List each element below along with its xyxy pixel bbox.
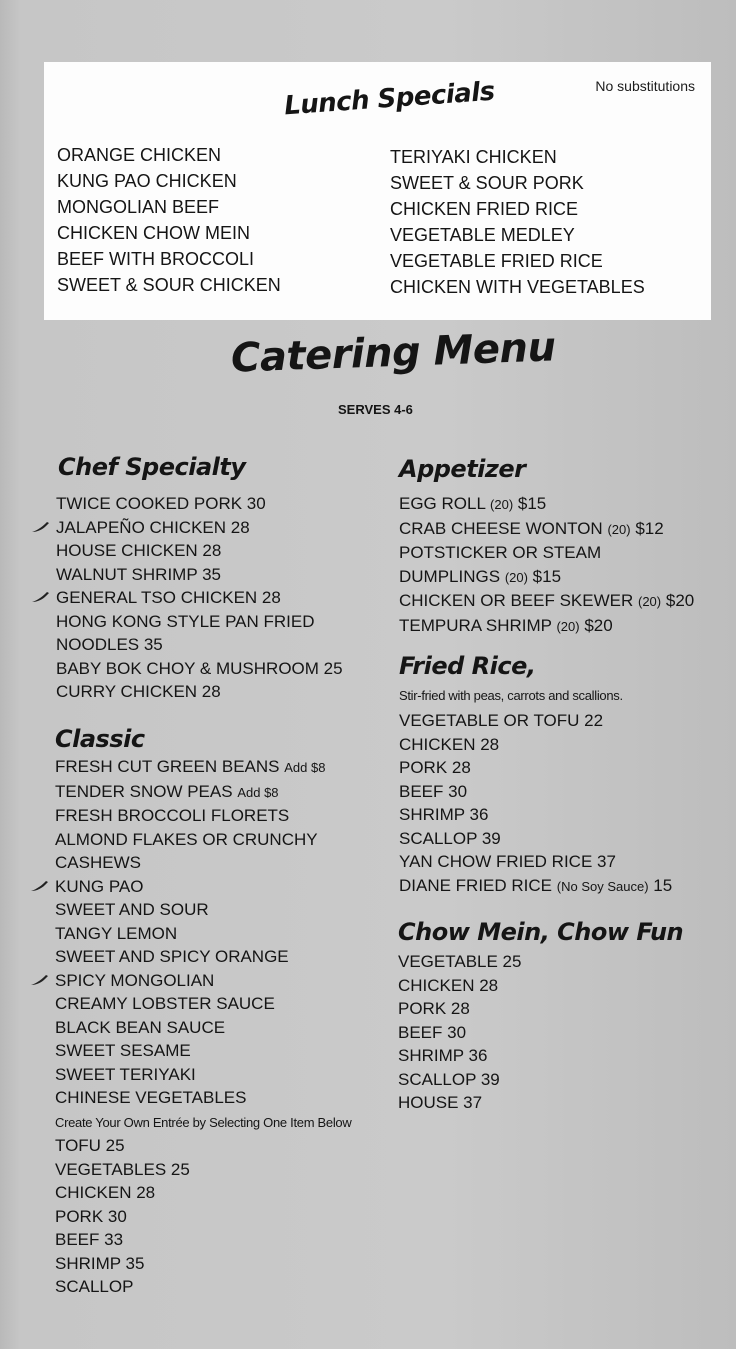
menu-item-name: SWEET AND SOUR [55, 900, 209, 919]
lunch-specials-box [44, 62, 711, 320]
menu-item-name: DIANE FRIED RICE [399, 875, 553, 895]
menu-item-name: GENERAL TSO CHICKEN 28 [56, 588, 281, 607]
menu-item-name: SCALLOP 39 [399, 828, 501, 848]
menu-item [55, 851, 351, 875]
classic-heading: Classic [55, 725, 145, 753]
menu-item [55, 922, 351, 946]
menu-item-name: TENDER SNOW PEAS [55, 781, 233, 801]
menu-item [399, 541, 694, 565]
menu-item-name: SHRIMP 36 [399, 805, 489, 824]
lunch-item: BEEF WITH BROCCOLI [57, 249, 255, 269]
catering-menu-title: Catering Menu [230, 324, 557, 382]
lunch-list-left [57, 142, 281, 298]
lunch-item: CHICKEN FRIED RICE [390, 199, 579, 219]
menu-item [55, 1016, 351, 1040]
menu-item [399, 827, 672, 851]
appetizer-heading: Appetizer [399, 455, 526, 483]
menu-item-name: PORK 28 [399, 758, 471, 777]
menu-item [55, 945, 351, 969]
menu-item-name: EGG ROLL [399, 494, 486, 513]
menu-item [399, 565, 694, 590]
menu-item [55, 1252, 351, 1276]
menu-item-name: BABY BOK CHOY & MUSHROOM 25 [56, 658, 343, 678]
menu-item-name: SPICY MONGOLIAN [55, 970, 215, 990]
classic-list [55, 755, 351, 1299]
menu-item [56, 516, 343, 540]
lunch-item: KUNG PAO CHICKEN [57, 171, 237, 191]
menu-item-name: HOUSE CHICKEN 28 [56, 541, 222, 560]
menu-item-qty: (No Soy Sauce) [556, 878, 649, 894]
menu-item [55, 1086, 351, 1110]
menu-item [55, 780, 351, 805]
menu-item [399, 517, 694, 542]
menu-item-qty: (20) [607, 521, 631, 537]
chef-specialty-list [56, 492, 343, 704]
no-substitutions-note: No substitutions [595, 78, 695, 94]
lunch-item: SWEET & SOUR PORK [390, 173, 584, 193]
menu-item-price: $20 [584, 615, 613, 635]
menu-item-name: SWEET TERIYAKI [55, 1064, 196, 1084]
menu-item [56, 633, 343, 657]
menu-item [55, 1181, 351, 1205]
menu-item-price: $15 [517, 494, 547, 513]
fried-rice-note: Stir-fried with peas, carrots and scallions. [399, 688, 623, 703]
menu-item-qty: (20) [556, 618, 580, 634]
menu-item [399, 803, 672, 827]
menu-item [55, 992, 351, 1016]
chow-mein-heading: Chow Mein, Chow Fun [398, 918, 684, 946]
menu-item-name: NOODLES 35 [56, 635, 163, 654]
menu-item-name: CASHEWS [55, 853, 141, 872]
menu-item [55, 1063, 351, 1087]
menu-item-name: VEGETABLE 25 [398, 952, 522, 971]
menu-note: Create Your Own Entrée by Selecting One Item Below [55, 1114, 352, 1130]
menu-item-name: FRESH BROCCOLI FLORETS [55, 806, 290, 825]
menu-item-name: BLACK BEAN SAUCE [55, 1017, 226, 1037]
menu-item [399, 709, 672, 733]
lunch-item: MONGOLIAN BEEF [57, 197, 220, 217]
menu-item-name: SWEET AND SPICY ORANGE [55, 947, 289, 966]
menu-item-name: SCALLOP [55, 1277, 134, 1296]
menu-item [55, 898, 351, 922]
menu-item-name: SCALLOP 39 [398, 1069, 500, 1089]
lunch-item: VEGETABLE MEDLEY [390, 225, 575, 245]
chili-pepper-icon [30, 521, 50, 533]
menu-item-name: HOUSE 37 [398, 1093, 483, 1112]
menu-item [398, 1044, 521, 1068]
menu-item-name: TWICE COOKED PORK 30 [56, 494, 266, 513]
menu-item [55, 969, 351, 993]
menu-item [55, 875, 351, 899]
menu-item-name: CHICKEN OR BEEF SKEWER [399, 591, 634, 610]
chili-pepper-icon [29, 974, 49, 986]
menu-item [399, 780, 672, 804]
menu-item-price: $15 [532, 566, 562, 586]
chili-pepper-icon [30, 591, 50, 603]
menu-item-name: BEEF 30 [398, 1022, 467, 1042]
menu-item [55, 1205, 351, 1229]
menu-item-name: WALNUT SHRIMP 35 [56, 564, 222, 584]
menu-item [56, 657, 343, 681]
menu-item-addon: Add $8 [284, 760, 326, 775]
menu-item [55, 804, 351, 828]
lunch-specials-title: Lunch Specials [283, 76, 496, 122]
menu-item-name: BEEF 33 [55, 1230, 124, 1249]
lunch-item: VEGETABLE FRIED RICE [390, 251, 603, 271]
lunch-item: SWEET & SOUR CHICKEN [57, 275, 281, 295]
menu-item [55, 755, 351, 780]
menu-item-name: JALAPEÑO CHICKEN 28 [56, 517, 250, 537]
fried-rice-list [399, 709, 672, 898]
menu-item [399, 756, 672, 780]
menu-item-name: ALMOND FLAKES OR CRUNCHY [55, 829, 318, 849]
menu-item-name: VEGETABLES 25 [55, 1159, 190, 1179]
menu-item-name: CHINESE VEGETABLES [55, 1088, 247, 1107]
menu-item [398, 950, 521, 974]
menu-item [55, 1158, 351, 1182]
menu-item-name: CHICKEN 28 [398, 975, 499, 995]
appetizer-list [399, 492, 694, 638]
fried-rice-heading: Fried Rice, [399, 652, 536, 680]
lunch-list-right [390, 144, 645, 300]
menu-item-name: TANGY LEMON [55, 923, 178, 943]
menu-item-name: CREAMY LOBSTER SAUCE [55, 994, 275, 1013]
lunch-item: ORANGE CHICKEN [57, 145, 222, 165]
menu-item-name: BEEF 30 [399, 781, 468, 801]
menu-item-name: FRESH CUT GREEN BEANS [55, 757, 280, 776]
menu-item [398, 974, 521, 998]
menu-item-name: TEMPURA SHRIMP [399, 615, 552, 635]
menu-item-name: POTSTICKER OR STEAM [399, 543, 602, 562]
menu-item-name: SHRIMP 36 [398, 1046, 488, 1065]
menu-item [56, 680, 343, 704]
menu-item-addon: Add $8 [237, 784, 279, 800]
menu-item [399, 614, 694, 639]
menu-item [399, 733, 672, 757]
serves-note: SERVES 4-6 [338, 402, 413, 417]
menu-item [55, 1039, 351, 1063]
menu-item [398, 1068, 521, 1092]
menu-item-name: CHICKEN 28 [55, 1183, 156, 1202]
chow-mein-list [398, 950, 521, 1115]
lunch-item: TERIYAKI CHICKEN [390, 147, 557, 167]
chef-specialty-heading: Chef Specialty [58, 453, 246, 481]
menu-item-name: TOFU 25 [55, 1136, 125, 1155]
menu-item-price: $20 [665, 591, 695, 610]
menu-item [399, 874, 672, 899]
menu-item [56, 492, 343, 516]
lunch-item: CHICKEN WITH VEGETABLES [390, 277, 645, 297]
menu-item-name: PORK 28 [398, 999, 470, 1018]
menu-item-name: SHRIMP 35 [55, 1253, 145, 1273]
menu-item [398, 1091, 521, 1115]
menu-item [55, 1110, 351, 1135]
menu-item-price: 15 [653, 875, 673, 895]
menu-item [55, 828, 351, 852]
lunch-item: CHICKEN CHOW MEIN [57, 223, 250, 243]
menu-item-qty: (20) [638, 594, 662, 609]
menu-item [399, 589, 694, 614]
menu-item [399, 492, 694, 517]
menu-item-name: DUMPLINGS [399, 566, 501, 586]
menu-item [56, 539, 343, 563]
menu-item-name: CHICKEN 28 [399, 734, 500, 754]
menu-item [56, 586, 343, 610]
menu-item [399, 850, 672, 874]
menu-item-qty: (20) [504, 569, 528, 585]
menu-item [55, 1228, 351, 1252]
menu-item-name: SWEET SESAME [55, 1041, 191, 1060]
chili-pepper-icon [29, 880, 49, 892]
menu-item-name: YAN CHOW FRIED RICE 37 [399, 852, 616, 871]
menu-item-name: CRAB CHEESE WONTON [399, 518, 603, 538]
menu-item [56, 563, 343, 587]
menu-item-name: HONG KONG STYLE PAN FRIED [56, 611, 315, 631]
menu-item [398, 997, 521, 1021]
menu-item-name: VEGETABLE OR TOFU 22 [399, 711, 604, 730]
menu-item [398, 1021, 521, 1045]
menu-item-name: KUNG PAO [55, 876, 144, 896]
menu-item [56, 610, 343, 634]
menu-item-price: $12 [635, 518, 664, 538]
menu-item [55, 1134, 351, 1158]
menu-item-name: PORK 30 [55, 1206, 127, 1226]
menu-item-name: CURRY CHICKEN 28 [56, 682, 221, 701]
menu-item [55, 1275, 351, 1299]
menu-item-qty: (20) [490, 497, 514, 512]
